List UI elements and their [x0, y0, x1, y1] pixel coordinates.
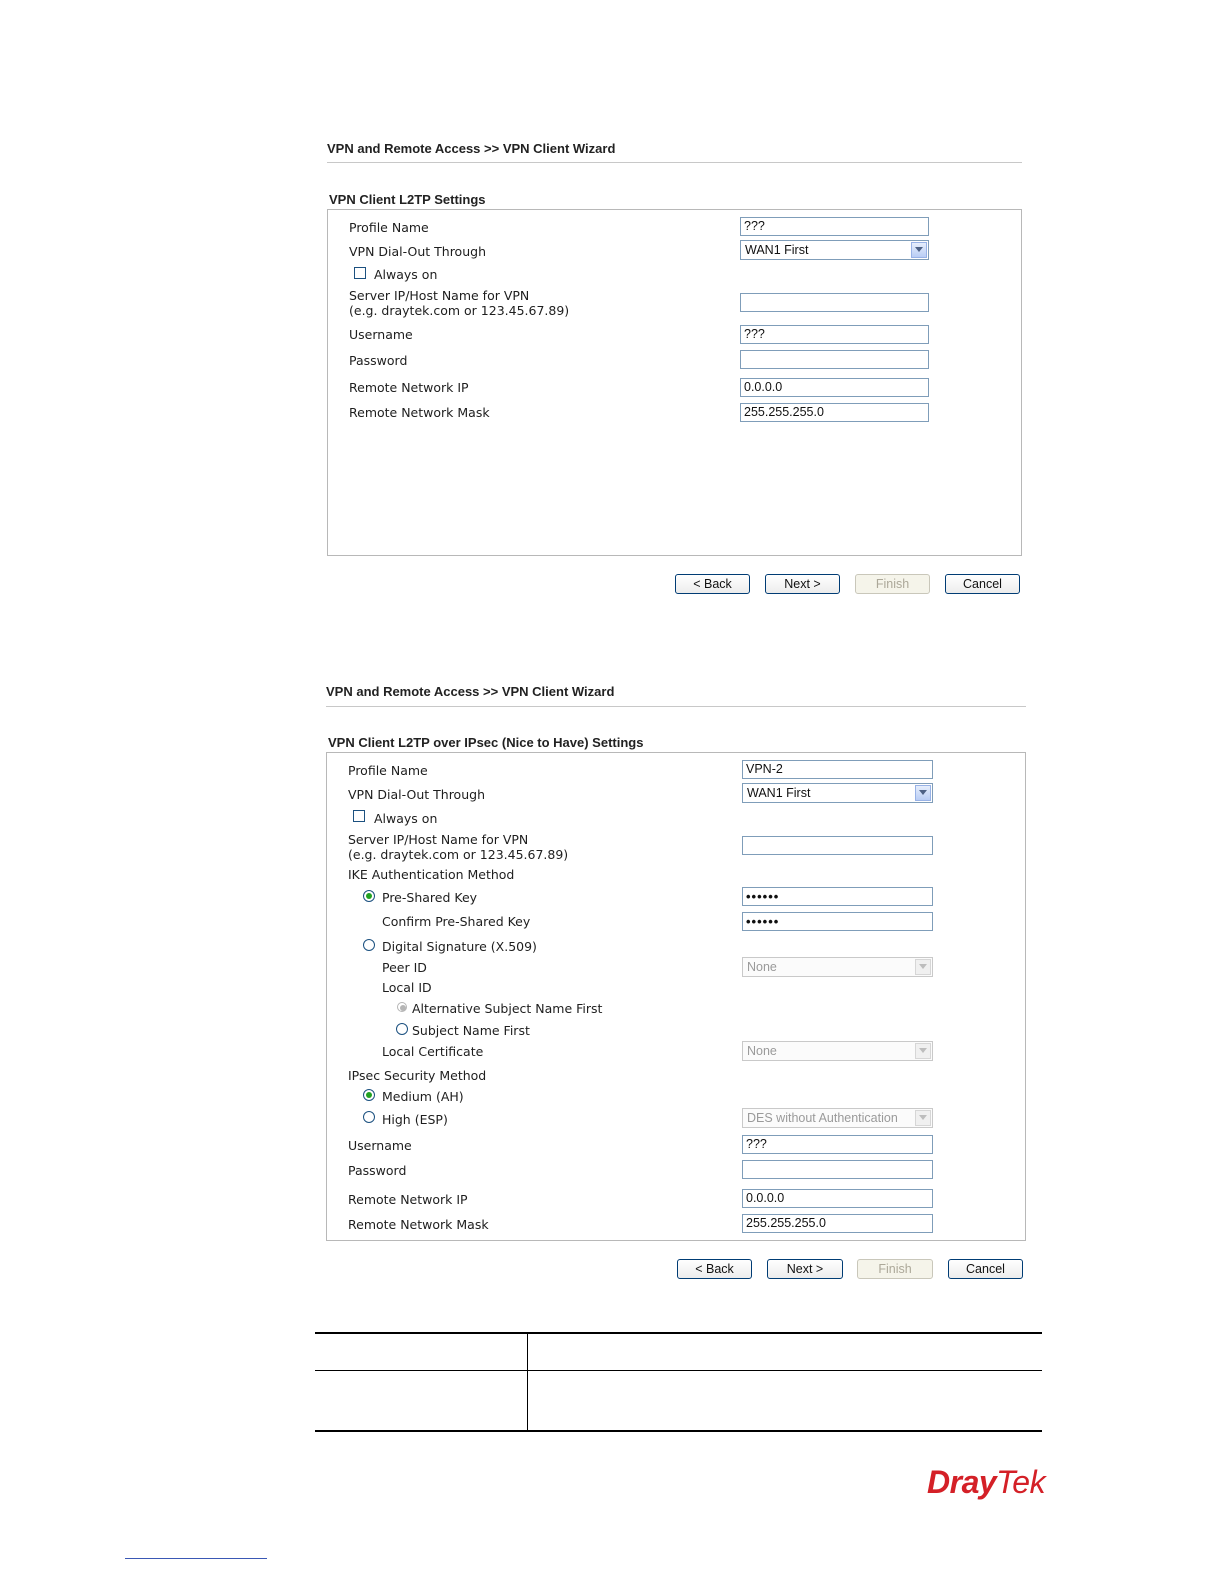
- s2-profile-name-input[interactable]: VPN-2: [742, 760, 933, 779]
- s2-finish-button[interactable]: Finish: [857, 1259, 933, 1279]
- s1-username-input[interactable]: ???: [740, 325, 929, 344]
- s2-remote-ip-label: Remote Network IP: [348, 1192, 468, 1207]
- s2-local-cert-select[interactable]: [742, 1041, 933, 1061]
- s2-always-on-checkbox[interactable]: [353, 810, 365, 822]
- s1-password-input[interactable]: [740, 350, 929, 369]
- s2-ipsec-label: IPsec Security Method: [348, 1068, 487, 1083]
- s2-digital-sig-label: Digital Signature (X.509): [382, 939, 537, 954]
- s1-profile-name-label: Profile Name: [349, 220, 429, 235]
- s2-username-input[interactable]: ???: [742, 1135, 933, 1154]
- s2-local-cert-label: Local Certificate: [382, 1044, 484, 1059]
- s1-remote-mask-input[interactable]: 255.255.255.0: [740, 403, 929, 422]
- table-bottom-rule: [315, 1430, 1042, 1432]
- s2-alt-subject-radio[interactable]: [397, 1002, 407, 1012]
- s2-high-select[interactable]: [742, 1108, 933, 1128]
- chevron-down-icon: [915, 1043, 931, 1059]
- s2-high-radio[interactable]: [363, 1111, 375, 1123]
- s2-peer-id-label: Peer ID: [382, 960, 427, 975]
- s1-username-label: Username: [349, 327, 413, 342]
- s1-profile-name-input[interactable]: ???: [740, 217, 929, 236]
- logo-dray: Dray: [927, 1464, 997, 1500]
- s2-dial-out-select[interactable]: [742, 783, 933, 803]
- screen1-title-rule: [327, 162, 1022, 163]
- s2-remote-ip-input[interactable]: 0.0.0.0: [742, 1189, 933, 1208]
- s2-alt-subject-label: Alternative Subject Name First: [412, 1001, 603, 1016]
- logo-tek: Tek: [996, 1464, 1046, 1500]
- table-header-rule: [315, 1370, 1042, 1371]
- s2-peer-id-value: None: [747, 960, 777, 974]
- table-column-divider: [527, 1333, 528, 1431]
- draytek-logo: [927, 1464, 1045, 1501]
- s2-server-input[interactable]: [742, 836, 933, 855]
- s2-local-id-label: Local ID: [382, 980, 432, 995]
- s2-medium-label: Medium (AH): [382, 1089, 464, 1104]
- chevron-down-icon: [915, 959, 931, 975]
- chevron-down-icon: [911, 242, 927, 258]
- s2-psk-label: Pre-Shared Key: [382, 890, 478, 905]
- s1-dial-out-label: VPN Dial-Out Through: [349, 244, 486, 259]
- s2-remote-mask-input[interactable]: 255.255.255.0: [742, 1214, 933, 1233]
- s2-high-value: DES without Authentication: [747, 1111, 898, 1125]
- s2-confirm-psk-input[interactable]: ••••••: [742, 912, 933, 931]
- screen2-breadcrumb: VPN and Remote Access >> VPN Client Wizard: [326, 684, 615, 699]
- s1-finish-button[interactable]: Finish: [855, 574, 930, 594]
- s2-digital-sig-radio[interactable]: [363, 939, 375, 951]
- chevron-down-icon: [915, 785, 931, 801]
- s2-remote-mask-label: Remote Network Mask: [348, 1217, 489, 1232]
- s2-local-cert-value: None: [747, 1044, 777, 1058]
- s1-password-label: Password: [349, 353, 408, 368]
- s2-back-button[interactable]: < Back: [677, 1259, 752, 1279]
- footer-rule: [125, 1558, 267, 1559]
- s1-cancel-button[interactable]: Cancel: [945, 574, 1020, 594]
- s2-psk-radio[interactable]: [363, 890, 375, 902]
- screen2-section-title: VPN Client L2TP over IPsec (Nice to Have) Settings: [328, 735, 644, 750]
- s1-dial-out-value: WAN1 First: [745, 243, 809, 257]
- table-top-rule: [315, 1332, 1042, 1334]
- s2-confirm-psk-label: Confirm Pre-Shared Key: [382, 914, 531, 929]
- s1-remote-ip-label: Remote Network IP: [349, 380, 469, 395]
- s1-dial-out-select[interactable]: [740, 240, 929, 260]
- s1-next-button[interactable]: Next >: [765, 574, 840, 594]
- screen1-section-title: VPN Client L2TP Settings: [329, 192, 486, 207]
- s2-peer-id-select[interactable]: [742, 957, 933, 977]
- s2-server-hint: (e.g. draytek.com or 123.45.67.89): [348, 847, 569, 862]
- s2-dial-out-label: VPN Dial-Out Through: [348, 787, 485, 802]
- s2-username-label: Username: [348, 1138, 412, 1153]
- s2-profile-name-label: Profile Name: [348, 763, 428, 778]
- s2-psk-input[interactable]: ••••••: [742, 887, 933, 906]
- s2-always-on-label: Always on: [374, 811, 438, 826]
- chevron-down-icon: [915, 1110, 931, 1126]
- s2-server-label: Server IP/Host Name for VPN: [348, 832, 529, 847]
- s1-server-input[interactable]: [740, 293, 929, 312]
- s2-high-label: High (ESP): [382, 1112, 448, 1127]
- s2-medium-radio[interactable]: [363, 1089, 375, 1101]
- s1-remote-mask-label: Remote Network Mask: [349, 405, 490, 420]
- s1-back-button[interactable]: < Back: [675, 574, 750, 594]
- screen1-breadcrumb: VPN and Remote Access >> VPN Client Wizard: [327, 141, 616, 156]
- s1-always-on-label: Always on: [374, 267, 438, 282]
- s2-password-label: Password: [348, 1163, 407, 1178]
- s2-subject-radio[interactable]: [396, 1023, 408, 1035]
- s2-next-button[interactable]: Next >: [767, 1259, 843, 1279]
- s2-subject-label: Subject Name First: [412, 1023, 530, 1038]
- s1-remote-ip-input[interactable]: 0.0.0.0: [740, 378, 929, 397]
- s2-password-input[interactable]: [742, 1160, 933, 1179]
- s2-ike-label: IKE Authentication Method: [348, 867, 515, 882]
- s1-server-hint: (e.g. draytek.com or 123.45.67.89): [349, 303, 570, 318]
- s1-always-on-checkbox[interactable]: [354, 267, 366, 279]
- s1-server-label: Server IP/Host Name for VPN: [349, 288, 530, 303]
- s2-cancel-button[interactable]: Cancel: [948, 1259, 1023, 1279]
- screen2-title-rule: [326, 706, 1026, 707]
- s2-dial-out-value: WAN1 First: [747, 786, 811, 800]
